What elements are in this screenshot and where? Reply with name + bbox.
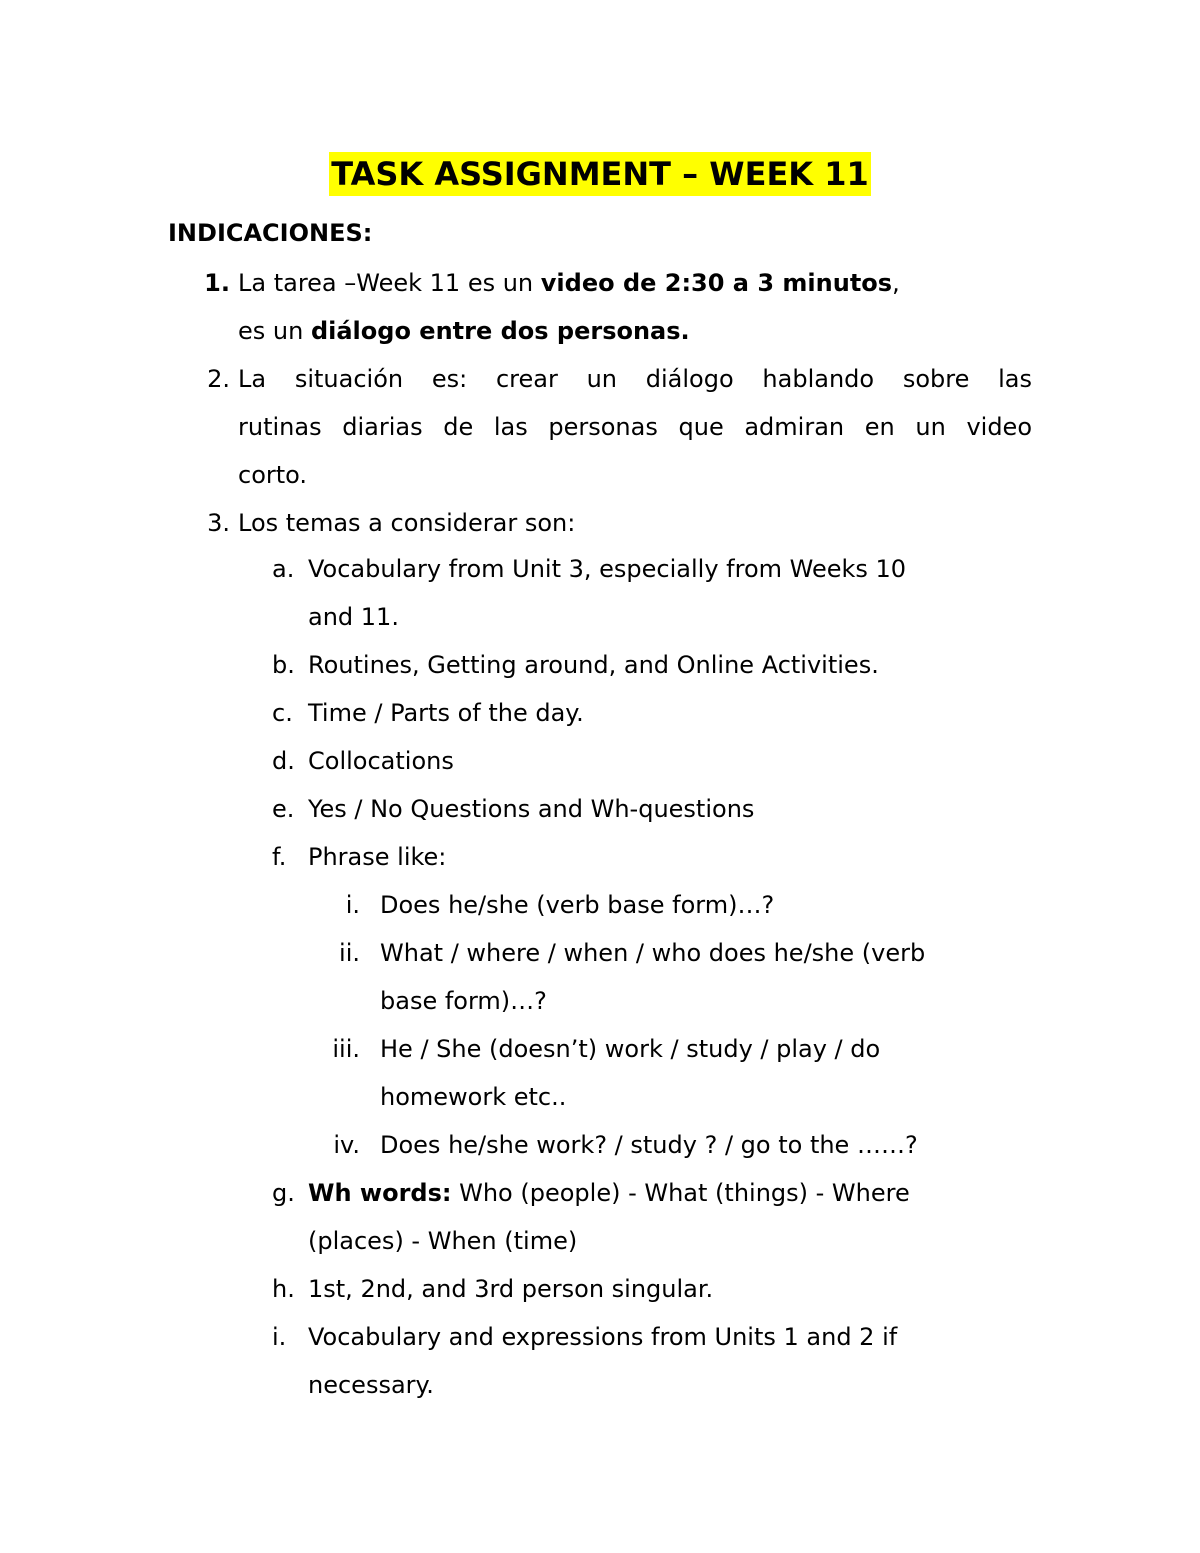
topic-letter: c. [272, 699, 293, 727]
item1-text-part [238, 268, 900, 298]
topic-text: Vocabulary and expressions from Units 1 and 2 if [308, 1323, 898, 1351]
topic-text: necessary. [308, 1371, 434, 1399]
title-container [0, 152, 1200, 196]
topic-letter: h. [272, 1275, 295, 1303]
topic-text: (places) - When (time) [308, 1227, 578, 1255]
item1-text-c: , [892, 269, 900, 297]
topic-letter: a. [272, 555, 295, 583]
phrase-text: What / where / when / who does he/she (verb [380, 939, 926, 967]
phrase-text: He / She (doesn’t) work / study / play / do [380, 1035, 881, 1063]
item1-text-a: La tarea –Week 11 es un [238, 269, 541, 297]
topic-text: Phrase like: [308, 843, 447, 871]
topic-letter: i. [272, 1323, 287, 1351]
topic-letter: e. [272, 795, 295, 823]
phrase-number: iv. [333, 1131, 360, 1159]
phrase-text: Does he/she (verb base form)…? [380, 891, 775, 919]
list-item-text: rutinas diarias de las personas que admiran en un video [238, 413, 1032, 441]
item1-line2-bold: diálogo entre dos personas. [310, 317, 690, 345]
topic-letter: b. [272, 651, 295, 679]
phrase-number: ii. [339, 939, 360, 967]
topic-g-bold: Wh words: [308, 1179, 452, 1207]
list-item-number: 1. [204, 269, 230, 297]
topic-text: 1st, 2nd, and 3rd person singular. [308, 1275, 714, 1303]
topic-g-text: Who (people) - What (things) - Where [451, 1179, 910, 1207]
list-item-text: Los temas a considerar son: [238, 509, 576, 537]
topic-text: Routines, Getting around, and Online Activities. [308, 651, 879, 679]
topic-letter: f. [272, 843, 287, 871]
phrase-text: base form)…? [380, 987, 547, 1015]
indicaciones-heading: INDICACIONES: [168, 219, 373, 247]
list-item-text [238, 316, 690, 346]
list-item-number: 2. [207, 365, 230, 393]
list-item-number: 3. [207, 509, 230, 537]
phrase-number: i. [345, 891, 360, 919]
topic-text: Vocabulary from Unit 3, especially from Weeks 10 [308, 555, 907, 583]
topic-letter: g. [272, 1179, 295, 1207]
phrase-number: iii. [332, 1035, 360, 1063]
item1-text-bold: video de 2:30 a 3 minutos [540, 269, 893, 297]
page-title: TASK ASSIGNMENT – WEEK 11 [329, 152, 871, 196]
list-item-text: La situación es: crear un diálogo hablando sobre las [238, 365, 1032, 393]
phrase-text: homework etc.. [380, 1083, 567, 1111]
topic-text: Yes / No Questions and Wh-questions [308, 795, 755, 823]
topic-text: and 11. [308, 603, 399, 631]
phrase-text: Does he/she work? / study ? / go to the ……? [380, 1131, 918, 1159]
topic-text: Collocations [308, 747, 454, 775]
item1-line2-a: es un [238, 317, 311, 345]
topic-text: Time / Parts of the day. [308, 699, 584, 727]
topic-text [308, 1178, 910, 1208]
topic-letter: d. [272, 747, 295, 775]
list-item-text: corto. [238, 461, 308, 489]
list-item-text [238, 268, 1030, 298]
